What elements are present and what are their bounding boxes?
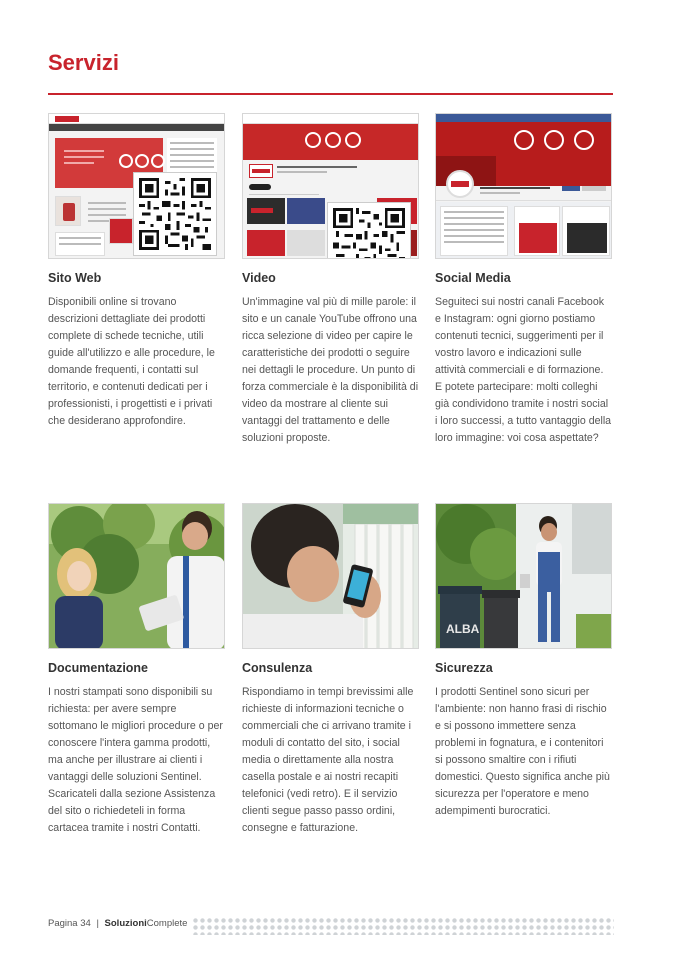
protect-icon <box>325 132 341 148</box>
qr-code-website <box>133 172 217 256</box>
photo-documentation <box>48 503 225 649</box>
qr-code-youtube <box>327 202 411 259</box>
website-screenshot <box>48 113 225 259</box>
bin-label: ALBA <box>446 622 480 636</box>
protect-icon <box>135 154 149 168</box>
card-title: Social Media <box>435 271 511 285</box>
channel-avatar <box>249 164 273 178</box>
card-title: Sito Web <box>48 271 102 285</box>
card-text: I nostri stampati sono disponibili su richiesta: per avere sempre sottomano le migliori procedure o per conoscere l'intera gamma prodotti, ma anche per illustrare ai clienti i vantaggi delle soluzioni Sentinel. Scaricateli dalla sezione Assistenza del sito o richiedeteli in forma cartacea tramite i nostri Contatti. <box>48 686 223 834</box>
video-thumbnail <box>247 230 285 256</box>
card-consulenza <box>242 503 419 837</box>
video-thumbnail <box>287 198 325 224</box>
youtube-channel-banner <box>243 124 418 160</box>
protect-icon <box>544 130 564 150</box>
title-divider <box>48 93 613 95</box>
subscribe-icon <box>249 184 271 190</box>
product-image <box>55 196 81 226</box>
clean-icon <box>514 130 534 150</box>
card-text: Seguiteci sui nostri canali Facebook e Instagram: ogni giorno postiamo contenuti tecnici, suggerimenti per il vostro lavoro e indicazioni sulle attività commerciali e di formazione. E potete partecipare: molti colleghi già condividono tramite i nostri social i loro successi, a tutto vantaggio della loro immagine: voi cosa aspettate? <box>435 296 612 444</box>
card-title: Consulenza <box>242 661 313 675</box>
photo-safety <box>435 503 612 649</box>
page-footer <box>48 918 187 929</box>
maintain-icon <box>574 130 594 150</box>
card-text: Un'immagine val più di mille parole: il sito e un canale YouTube offrono una ricca selezione di video per capire le caratteristiche dei prodotti o seguire nei dettagli le procedure. Un punto di forza commerciale è la disponibilità di video da mostrare al cliente sui vantaggi del trattamento e delle soluzioni proposte. <box>242 296 419 444</box>
clean-icon <box>119 154 133 168</box>
card-social-media <box>435 113 612 447</box>
brand-regular: Complete <box>146 918 188 929</box>
card-sito-web <box>48 113 225 430</box>
clean-icon <box>305 132 321 148</box>
maintain-icon <box>151 154 165 168</box>
photo-consultancy <box>242 503 419 649</box>
footer-separator: | <box>96 918 99 929</box>
card-title: Documentazione <box>48 661 149 675</box>
video-thumbnail <box>287 230 325 256</box>
page-number: Pagina 34 <box>48 918 91 929</box>
maintain-icon <box>345 132 361 148</box>
card-video <box>242 113 419 447</box>
card-title: Sicurezza <box>435 661 493 675</box>
sentinel-logo <box>55 116 79 122</box>
card-text: Rispondiamo in tempi brevissimi alle richieste di informazioni tecniche o commerciali che ci arrivano tramite i moduli di contatto del sito, i social media o direttamente alla nostra casella postale e ai nostri recapiti telefonici (vedi retro). E il servizio clienti segue passo passo ordini, consegne e fatturazione. <box>242 686 414 834</box>
page-avatar <box>446 170 474 198</box>
brand-bold: Soluzioni <box>104 918 147 929</box>
card-text: I prodotti Sentinel sono sicuri per l'ambiente: non hanno frasi di rischio e si possono immettere senza problemi in fognatura, e i contenitori si possono smaltire con i rifiuti domestici. Questo significa anche più sicurezza per l'operatore e meno adempimenti burocratici. <box>435 686 610 817</box>
card-title: Video <box>242 271 276 285</box>
footer-dot-pattern <box>192 917 614 935</box>
youtube-screenshot <box>242 113 419 259</box>
card-text: Disponibili online si trovano descrizioni dettagliate dei prodotti complete di schede tecniche, utili guide all'utilizzo e alle procedure, le domande frequenti, i contatti sul territorio, e contenuti dedicati per i professionisti, i progettisti e i privati che desiderano approfondire. <box>48 296 215 427</box>
page-title: Servizi <box>48 50 119 75</box>
card-sicurezza <box>435 503 612 820</box>
facebook-screenshot <box>435 113 612 259</box>
video-thumbnail <box>247 198 285 224</box>
card-documentazione <box>48 503 225 837</box>
